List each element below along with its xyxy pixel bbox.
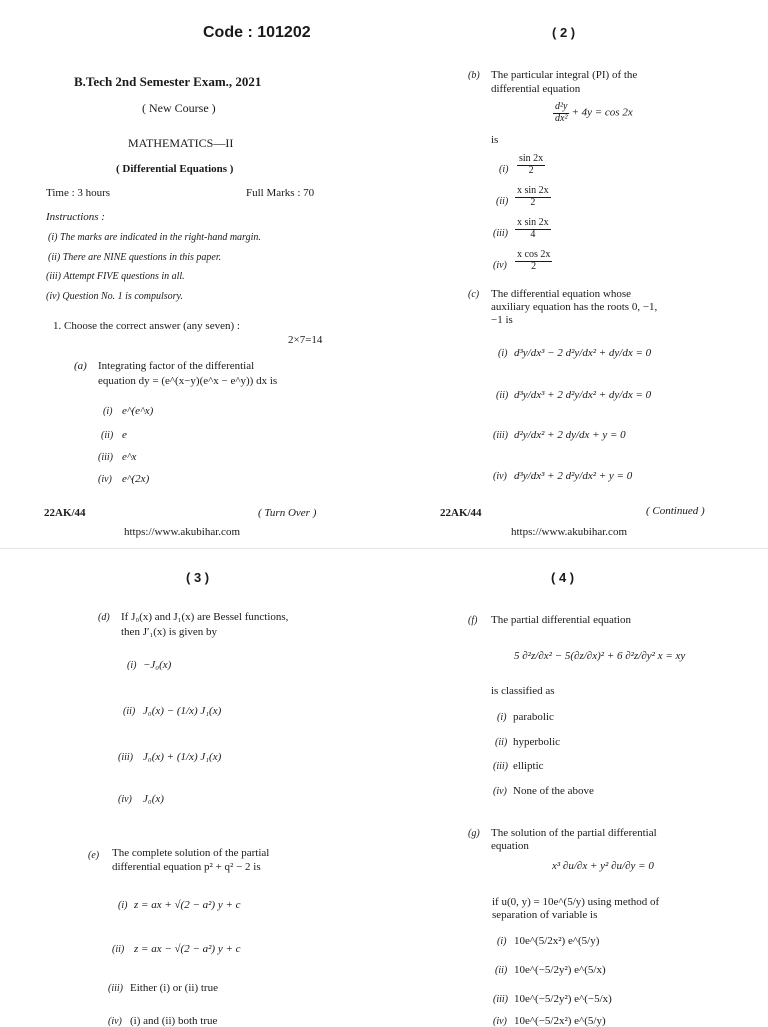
question-e-text: The complete solution of the partial: [112, 847, 270, 859]
option-value: z = ax − √(2 − a²) y + c: [134, 943, 241, 955]
option-value: J₀(x): [143, 793, 164, 805]
option-value: [513, 186, 553, 208]
option-label: (iv): [108, 1016, 122, 1027]
fraction-denominator: 2: [528, 164, 534, 176]
page-number: ( 4 ): [551, 570, 575, 585]
question-d-text: then J′₁(x) is given by: [121, 626, 218, 638]
option-label: (ii): [112, 944, 125, 955]
option-value: d³y/dx³ + 2 d²y/dx² + y = 0: [514, 470, 633, 482]
option-label: (ii): [101, 430, 114, 441]
question-g-text: separation of variable is: [492, 909, 598, 921]
question-f-text: The partial differential equation: [491, 614, 631, 626]
option-label: (i): [497, 936, 507, 947]
option-value: 10e^(−5/2x²) e^(5/y): [514, 1015, 606, 1027]
option-label: (iii): [493, 228, 508, 239]
option-label: (ii): [496, 196, 509, 207]
equation-rest: + 4y = cos 2x: [571, 106, 633, 119]
footer-code: 22AK/44: [44, 507, 86, 519]
option-label: (iii): [493, 761, 508, 772]
option-label: (iv): [493, 1016, 507, 1027]
fraction-denominator: 4: [530, 228, 536, 240]
option-label: (ii): [123, 706, 136, 717]
instruction-item: (ii) There are NINE questions in this paper.: [48, 252, 222, 263]
page-number: ( 2 ): [552, 25, 576, 40]
fraction-denominator: dx²: [555, 112, 568, 124]
question-e-text: differential equation p² + q² − 2 is: [112, 861, 261, 873]
option-label: (iii): [118, 752, 133, 763]
option-value: 10e^(−5/2y²) e^(5/x): [514, 964, 606, 976]
exam-title: B.Tech 2nd Semester Exam., 2021: [74, 74, 262, 89]
option-value: elliptic: [513, 760, 544, 772]
option-value: d²y/dx² + 2 dy/dx + y = 0: [514, 429, 626, 441]
option-label: (iii): [493, 430, 508, 441]
option-label: (iv): [118, 794, 132, 805]
fraction-numerator: x sin 2x: [517, 185, 549, 196]
footer-note: ( Turn Over ): [258, 507, 317, 519]
option-label: (iv): [493, 786, 507, 797]
question-1: 1. Choose the correct answer (any seven) :: [53, 320, 240, 332]
option-label: (iv): [98, 474, 112, 485]
instruction-item: (i) The marks are indicated in the right-hand margin.: [48, 232, 261, 243]
option-value: d³y/dx³ + 2 d²y/dx² + dy/dx = 0: [514, 389, 652, 401]
question-b-text: The particular integral (PI) of the: [491, 69, 638, 81]
question-f-equation: 5 ∂²z/∂x² − 5(∂z/∂x)² + 6 ∂²z/∂y² x = xy: [514, 650, 686, 662]
option-label: (ii): [495, 965, 508, 976]
question-b-is: is: [491, 134, 499, 146]
option-value: [515, 154, 547, 176]
option-value: e: [122, 429, 127, 441]
question-g-equation: x³ ∂u/∂x + y² ∂u/∂y = 0: [552, 860, 654, 872]
option-value: −J₀(x): [143, 659, 172, 671]
question-b-label: (b): [468, 70, 480, 81]
option-value: 10e^(5/2x²) e^(5/y): [514, 935, 600, 947]
option-value: J₀(x) + (1/x) J₁(x): [143, 751, 222, 763]
option-value: d³y/dx³ − 2 d²y/dx² + dy/dx = 0: [514, 347, 652, 359]
option-label: (i): [118, 900, 128, 911]
question-c-text: The differential equation whose: [491, 288, 631, 300]
option-label: (iii): [108, 983, 123, 994]
question-e-label: (e): [88, 850, 100, 861]
footer-note: ( Continued ): [646, 505, 705, 517]
option-label: (i): [499, 164, 509, 175]
instructions-title: Instructions :: [46, 211, 105, 223]
option-label: (iv): [493, 471, 507, 482]
question-g-text: if u(0, y) = 10e^(5/y) using method of: [492, 896, 660, 908]
question-a-text: equation dy = (e^(x−y)(e^x − e^y)) dx is: [98, 375, 278, 387]
option-value: [513, 250, 554, 272]
question-d-text: If J₀(x) and J₁(x) are Bessel functions,: [121, 611, 289, 623]
time-label: Time : 3 hours: [46, 187, 111, 199]
question-c-text: auxiliary equation has the roots 0, −1,: [491, 301, 658, 313]
option-value: (i) and (ii) both true: [130, 1015, 218, 1027]
question-c-text: −1 is: [491, 314, 513, 326]
course-label: ( New Course ): [142, 101, 216, 115]
marks-label: Full Marks : 70: [246, 187, 315, 199]
option-value: z = ax + √(2 − a²) y + c: [134, 899, 241, 911]
option-label: (ii): [496, 390, 509, 401]
option-value: parabolic: [513, 711, 554, 723]
option-value: None of the above: [513, 785, 594, 797]
option-label: (ii): [495, 737, 508, 748]
question-f-text: is classified as: [491, 685, 555, 697]
fraction-numerator: x cos 2x: [517, 249, 551, 260]
option-value: e^(2x): [122, 473, 150, 485]
option-value: J₀(x) − (1/x) J₁(x): [143, 705, 222, 717]
question-a-text: Integrating factor of the differential: [98, 360, 255, 372]
option-value: 10e^(−5/2y²) e^(−5/x): [514, 993, 612, 1005]
fraction-numerator: x sin 2x: [517, 217, 549, 228]
fraction-numerator: d²y: [555, 101, 568, 112]
subject-title: MATHEMATICS—II: [128, 136, 234, 150]
option-label: (iv): [493, 260, 507, 271]
footer-url[interactable]: https://www.akubihar.com: [124, 526, 240, 538]
option-label: (i): [498, 348, 508, 359]
question-b-equation: [551, 102, 633, 124]
footer-url[interactable]: https://www.akubihar.com: [511, 526, 627, 538]
question-g-text: The solution of the partial differential: [491, 827, 657, 839]
question-f-label: (f): [468, 615, 478, 626]
option-value: e^(e^x): [122, 405, 154, 417]
fraction-numerator: sin 2x: [519, 153, 544, 164]
option-label: (iii): [493, 994, 508, 1005]
paper-title: ( Differential Equations ): [116, 163, 234, 175]
option-value: [513, 218, 553, 240]
instruction-item: (iii) Attempt FIVE questions in all.: [46, 271, 185, 282]
fraction-denominator: 2: [530, 196, 536, 208]
option-value: Either (i) or (ii) true: [130, 982, 218, 994]
question-a-label: (a): [74, 360, 87, 372]
page-number: ( 3 ): [186, 570, 210, 585]
question-b-text: differential equation: [491, 83, 581, 95]
exam-code: Code : 101202: [203, 24, 311, 41]
question-d-label: (d): [98, 612, 110, 623]
option-value: hyperbolic: [513, 736, 561, 748]
instruction-item: (iv) Question No. 1 is compulsory.: [46, 291, 183, 302]
question-1-marks: 2×7=14: [288, 334, 323, 346]
question-g-text: equation: [491, 840, 529, 852]
question-c-label: (c): [468, 289, 480, 300]
page-divider: [0, 548, 768, 549]
option-label: (i): [497, 712, 507, 723]
option-value: e^x: [122, 451, 137, 463]
question-g-label: (g): [468, 828, 480, 839]
option-label: (i): [103, 406, 113, 417]
option-label: (iii): [98, 452, 113, 463]
option-label: (i): [127, 660, 137, 671]
footer-code: 22AK/44: [440, 507, 482, 519]
fraction-denominator: 2: [531, 260, 537, 272]
